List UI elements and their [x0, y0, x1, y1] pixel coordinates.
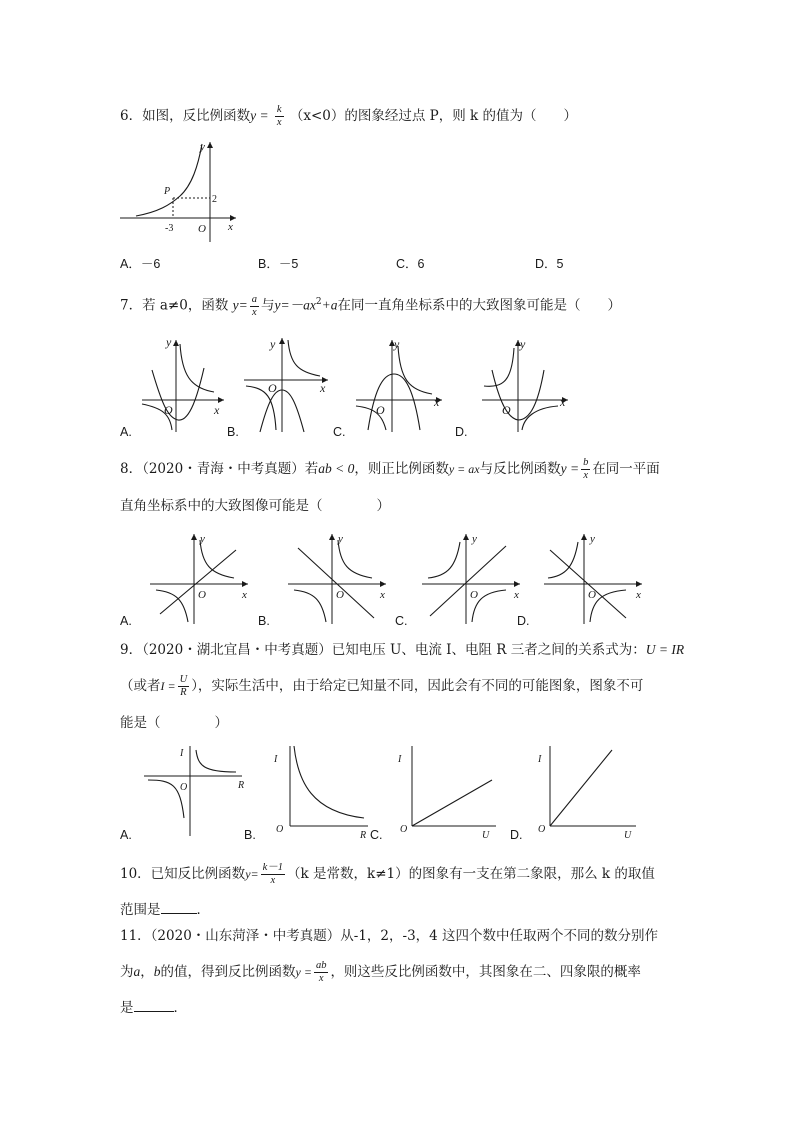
- q6-y-label: y: [200, 141, 205, 153]
- q6-y-tick: 2: [212, 194, 217, 205]
- q8-cond: ab < 0: [318, 461, 355, 476]
- q7b-y: y: [270, 337, 276, 351]
- q8d-x: x: [636, 589, 641, 601]
- q7-fraction: [250, 294, 259, 319]
- q9d-u: U: [624, 830, 632, 838]
- q9c-i: I: [398, 754, 402, 765]
- q9-option-a[interactable]: A.: [120, 828, 132, 842]
- q9-pre: 9．（2020・湖北宜昌・中考真题）已知电压 U、电流 I、电阻 R 三者之间的关系式为：: [120, 642, 646, 658]
- q6-option-c[interactable]: C．6: [396, 257, 425, 271]
- q8a-o: O: [198, 589, 206, 601]
- q7-mid: 与: [261, 297, 275, 314]
- q6-point-label: P: [164, 186, 171, 197]
- q7a-y: y: [166, 335, 172, 349]
- q8-lhs2: y =: [560, 461, 580, 476]
- q8-option-c[interactable]: C.: [395, 614, 408, 628]
- q8-option-a[interactable]: A.: [120, 614, 132, 628]
- q11-end: ．: [173, 1000, 187, 1016]
- question-10: [120, 862, 655, 887]
- q10-frac-num: k－1: [262, 862, 284, 873]
- q7a-o: O: [164, 403, 173, 417]
- q7-graph-a: [138, 334, 228, 434]
- q8-graph-c: [420, 530, 524, 626]
- q11-frac-num: ab: [315, 960, 327, 971]
- q7d-x: x: [560, 395, 566, 409]
- q8a-x: x: [242, 589, 247, 601]
- q9-lhs: I =: [160, 679, 176, 693]
- q9-graph-d: [536, 742, 640, 838]
- q7-graph-c: [352, 334, 446, 434]
- question-11-line2: [120, 960, 641, 985]
- q11-line2-post: ，则这些反比例函数中，其图象在二、四象限的概率: [330, 964, 641, 980]
- q9a-r: R: [238, 780, 245, 791]
- q10-end: ．: [196, 902, 210, 918]
- q6-frac-den: x: [276, 117, 282, 128]
- q7a-x: x: [214, 403, 220, 417]
- q9-fraction: [178, 674, 190, 699]
- question-6: [120, 104, 577, 129]
- question-7: [120, 292, 621, 319]
- q8-eq1: y = ax: [448, 462, 480, 476]
- question-8: [120, 457, 660, 482]
- q8c-o: O: [470, 589, 478, 601]
- q7-frac-num: a: [251, 293, 257, 305]
- q9-option-d[interactable]: D.: [510, 828, 523, 842]
- q8-post: 在同一平面: [592, 461, 660, 477]
- q7-pre: 7．若 a≠0，函数: [120, 297, 229, 314]
- q9-graph-a: [142, 742, 246, 838]
- question-11: 11．（2020・山东菏泽・中考真题）从-1，2，-3，4 这四个数中任取两个不同的数分别作: [120, 928, 659, 944]
- q9-line2-post: ），实际生活中，由于给定已知量不同，因此会有不同的可能图象，图象不可: [191, 678, 644, 694]
- q9-option-c[interactable]: C.: [370, 828, 383, 842]
- q8d-o: O: [588, 589, 596, 601]
- q11-fraction: [314, 960, 329, 985]
- q11-a: a: [133, 964, 141, 979]
- q8b-o: O: [336, 589, 344, 601]
- q8-graph-b: [286, 530, 390, 626]
- q6-x-label: x: [228, 221, 233, 233]
- q7-option-d[interactable]: D.: [455, 425, 468, 439]
- q8-mid2: 与反比例函数: [479, 461, 561, 477]
- q9-line2-pre: （或者: [120, 678, 161, 694]
- q7-frac-den: x: [252, 306, 257, 318]
- q10-pre: 10．已知反比例函数: [120, 866, 246, 882]
- q6-origin-label: O: [198, 223, 206, 235]
- q6-option-d[interactable]: D．5: [535, 257, 564, 271]
- q9a-o: O: [180, 782, 188, 793]
- q11-line2-pre: 为: [120, 964, 134, 980]
- q8b-x: x: [380, 589, 385, 601]
- q6-option-b[interactable]: B．－5: [258, 257, 299, 271]
- q9d-i: I: [538, 754, 542, 765]
- q10-fraction: [261, 862, 285, 887]
- q9b-r: R: [360, 830, 367, 838]
- q11-line3: 是: [120, 1000, 134, 1016]
- q7c-y: y: [394, 337, 400, 351]
- q10-answer-blank[interactable]: [161, 913, 197, 914]
- question-9: [120, 640, 684, 660]
- q8-mid: ，则正比例函数: [354, 461, 449, 477]
- q7-y2-tail: +a: [321, 297, 338, 313]
- q9a-i: I: [180, 748, 184, 759]
- q9b-i: I: [274, 754, 278, 765]
- q10-frac-den: x: [270, 875, 276, 886]
- q6-intro: 6．如图，反比例函数: [120, 108, 251, 124]
- question-9-line2: [120, 674, 643, 699]
- q7-option-c[interactable]: C.: [333, 425, 346, 439]
- q8a-y: y: [200, 533, 205, 545]
- q7-option-b[interactable]: B.: [227, 425, 239, 439]
- q9d-o: O: [538, 824, 546, 835]
- q7b-x: x: [320, 381, 326, 395]
- q6-x-tick: -3: [165, 223, 174, 234]
- q8-option-d[interactable]: D.: [517, 614, 530, 628]
- q7-graph-d: [478, 334, 572, 434]
- q10-post: （k 是常数，k≠1）的图象有一支在第二象限，那么 k 的取值: [287, 866, 655, 882]
- q7-option-a[interactable]: A.: [120, 425, 132, 439]
- q8-option-b[interactable]: B.: [258, 614, 270, 628]
- q8b-y: y: [338, 533, 343, 545]
- q9-graph-b: [268, 742, 372, 838]
- q7d-o: O: [502, 403, 511, 417]
- q10-line2: 范围是: [120, 902, 161, 918]
- q8-pre: 8．（2020・青海・中考真题）若: [120, 461, 319, 477]
- q6-figure: [118, 138, 240, 244]
- q7-sup: 2: [315, 297, 322, 307]
- q10-lhs: y=: [245, 867, 259, 881]
- q9-frac-den: R: [180, 687, 187, 698]
- q8c-y: y: [472, 533, 477, 545]
- q9b-o: O: [276, 824, 284, 835]
- q7-y1-lhs: y=: [232, 297, 248, 313]
- q11-b: b: [153, 964, 161, 979]
- q11-frac-den: x: [318, 973, 324, 984]
- q6-frac-num: k: [276, 104, 282, 115]
- q11-comma: ，: [140, 964, 154, 980]
- q8-frac-den: x: [583, 470, 589, 481]
- q9-frac-num: U: [179, 674, 188, 685]
- question-11-line3: [120, 998, 187, 1018]
- q7d-y: y: [520, 337, 526, 351]
- q7c-o: O: [376, 403, 385, 417]
- q7-y2: y=－ax: [274, 297, 316, 313]
- q7-graph-b: [240, 334, 332, 434]
- q8d-y: y: [590, 533, 595, 545]
- q6-lhs: y =: [250, 108, 269, 123]
- q7-post: 在同一直角坐标系中的大致图象可能是（ ）: [337, 297, 621, 314]
- q7c-x: x: [434, 395, 440, 409]
- q7b-o: O: [268, 381, 277, 395]
- q9-graph-c: [396, 742, 500, 838]
- q8-fraction: [581, 457, 590, 482]
- q9c-u: U: [482, 830, 490, 838]
- question-10-line2: [120, 900, 210, 920]
- q6-condition: （x<0）的图象经过点 P，则 k 的值为（ ）: [289, 108, 577, 124]
- q9-option-b[interactable]: B.: [244, 828, 256, 842]
- q6-fraction: [275, 104, 284, 129]
- q6-option-a[interactable]: A．－6: [120, 257, 161, 271]
- q9c-o: O: [400, 824, 408, 835]
- q8-graph-d: [542, 530, 646, 626]
- q8c-x: x: [514, 589, 519, 601]
- question-8-line2: 直角坐标系中的大致图像可能是（ ）: [120, 498, 390, 514]
- q11-answer-blank[interactable]: [134, 1011, 174, 1012]
- q8-frac-num: b: [583, 457, 589, 468]
- q11-line2-mid: 的值，得到反比例函数: [160, 964, 296, 980]
- q8-graph-a: [148, 530, 252, 626]
- q11-lhs: y =: [295, 965, 312, 979]
- question-9-line3: 能是（ ）: [120, 715, 228, 731]
- q9-formula: U = IR: [645, 642, 685, 657]
